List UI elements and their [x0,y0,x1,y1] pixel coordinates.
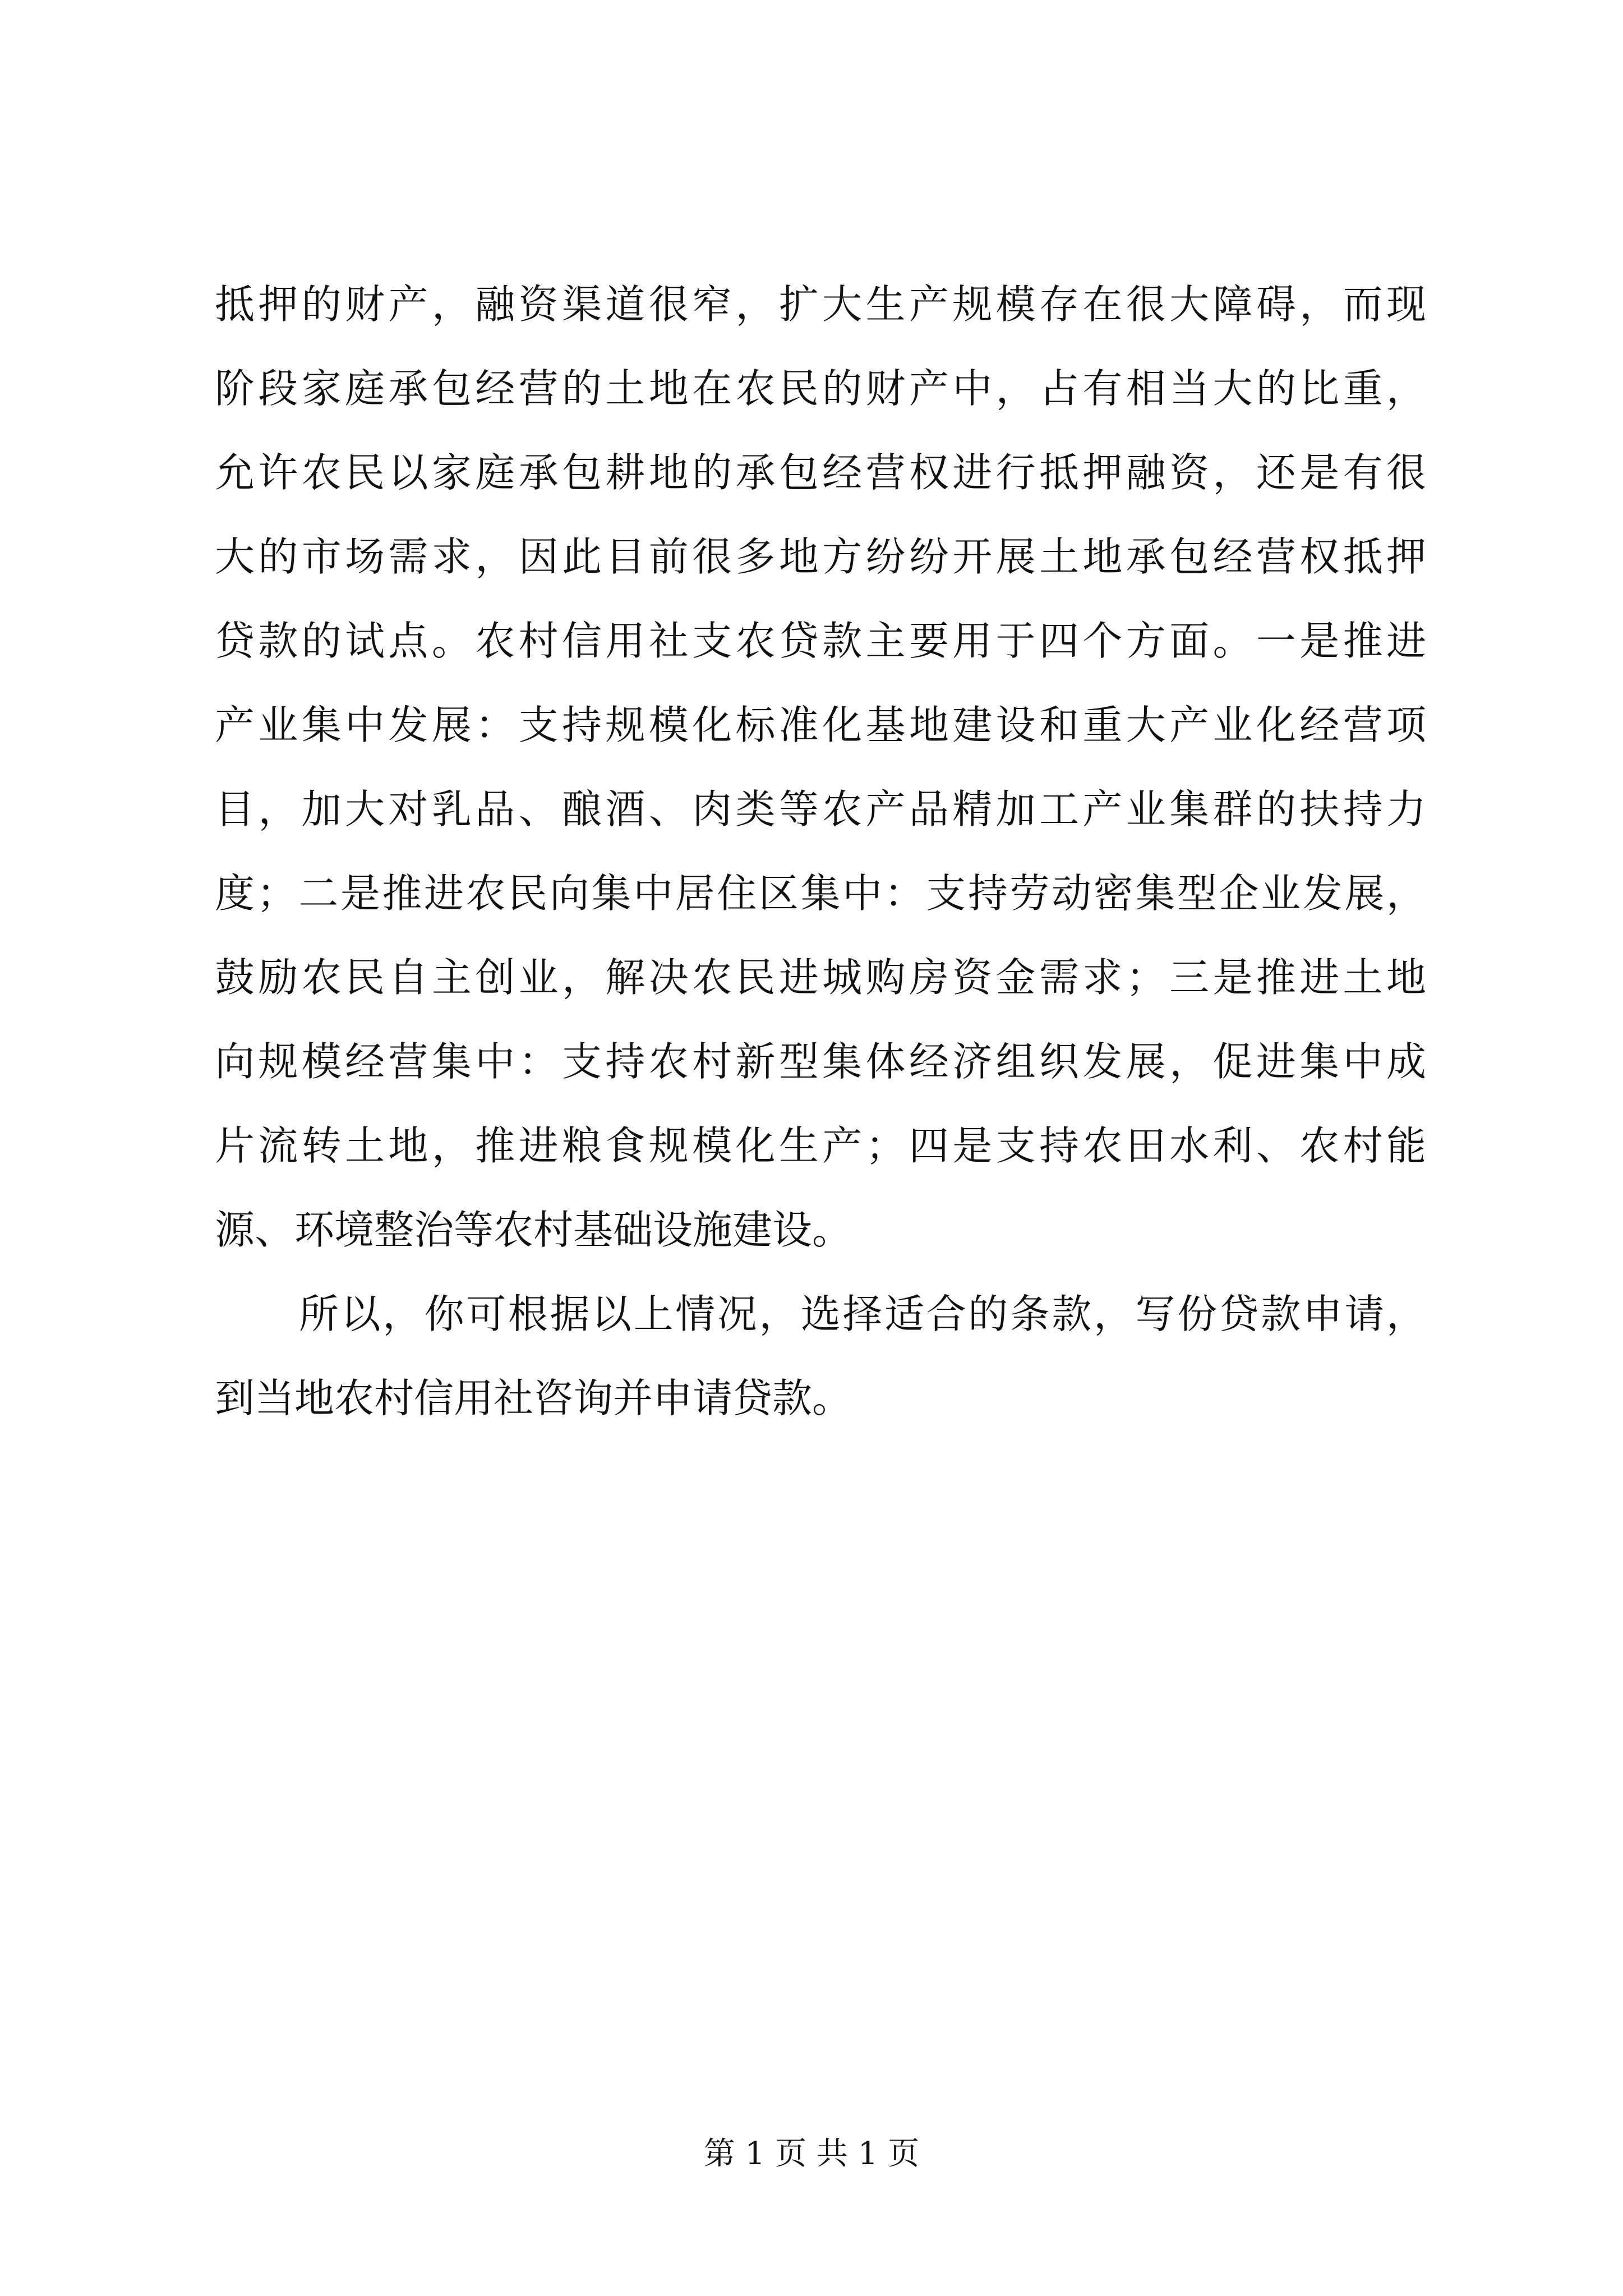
text-line: 度；二是推进农民向集中居住区集中：支持劳动密集型企业发展， [215,870,1426,917]
paragraph-1 [215,263,1426,1272]
text-line: 目，加大对乳品、酿酒、肉类等农产品精加工产业集群的扶持力 [215,786,1426,832]
text-line: 大的市场需求，因此目前很多地方纷纷开展土地承包经营权抵押 [215,533,1426,580]
text-line: 向规模经营集中：支持农村新型集体经济组织发展，促进集中成 [215,1038,1426,1085]
text-line: 抵押的财产，融资渠道很窄，扩大生产规模存在很大障碍，而现 [215,281,1426,328]
page-footer [0,2132,1623,2177]
text-line: 产业集中发展：支持规模化标准化基地建设和重大产业化经营项 [215,702,1426,748]
paragraph-2 [215,1272,1426,1441]
text-line: 到当地农村信用社咨询并申请贷款。 [215,1375,852,1421]
text-line: 所以，你可根据以上情况，选择适合的条款，写份贷款申请， [299,1291,1426,1337]
text-line: 贷款的试点。农村信用社支农贷款主要用于四个方面。一是推进 [215,618,1426,664]
text-line: 允许农民以家庭承包耕地的承包经营权进行抵押融资，还是有很 [215,449,1426,496]
page-number-label: 第 1 页 共 1 页 [703,2136,920,2172]
text-line: 鼓励农民自主创业，解决农民进城购房资金需求；三是推进土地 [215,954,1426,1001]
text-line: 阶段家庭承包经营的土地在农民的财产中，占有相当大的比重， [215,365,1426,412]
document-body [215,263,1426,1441]
text-line: 片流转土地，推进粮食规模化生产；四是支持农田水利、农村能 [215,1122,1426,1169]
text-line: 源、环境整治等农村基础设施建设。 [215,1207,852,1253]
